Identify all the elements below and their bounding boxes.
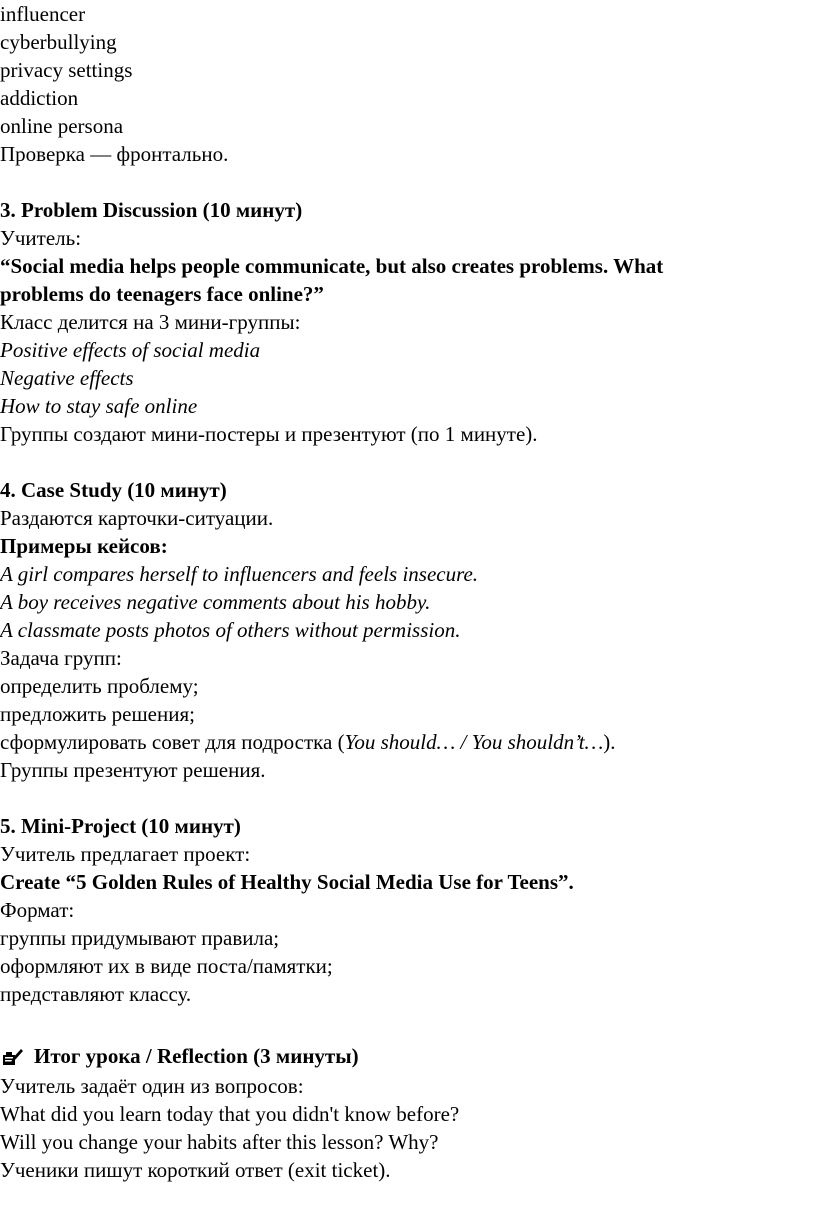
- discussion-question-line: problems do teenagers face online?”: [0, 282, 324, 306]
- format-label: Формат:: [0, 898, 75, 922]
- teacher-label: Учитель:: [0, 226, 82, 250]
- reflection-question: What did you learn today that you didn't know before?: [0, 1102, 460, 1126]
- discussion-question-line: “Social media helps people communicate, but also creates problems. What: [0, 254, 664, 278]
- task-item: определить проблему;: [0, 674, 199, 698]
- vocab-word: online persona: [0, 114, 124, 138]
- task-label: Задача групп:: [0, 646, 122, 670]
- vocab-word: cyberbullying: [0, 30, 117, 54]
- section5-heading: 5. Mini-Project (10 минут): [0, 814, 241, 838]
- group-topic: How to stay safe online: [0, 394, 198, 418]
- case-item: A classmate posts photos of others without permission.: [0, 618, 461, 642]
- project-title: Create “5 Golden Rules of Healthy Social Media Use for Teens”.: [0, 870, 574, 894]
- section4-heading: 4. Case Study (10 минут): [0, 478, 227, 502]
- reflection-intro: Учитель задаёт один из вопросов:: [0, 1074, 304, 1098]
- vocab-check-note: Проверка — фронтально.: [0, 142, 229, 166]
- format-step: группы придумывают правила;: [0, 926, 280, 950]
- vocab-word: influencer: [0, 2, 86, 26]
- section3-heading: 3. Problem Discussion (10 минут): [0, 198, 303, 222]
- advice-example: You should… / You shouldn’t…: [344, 730, 604, 754]
- task-item-advice: [0, 728, 616, 756]
- case-item: A boy receives negative comments about his hobby.: [0, 590, 431, 614]
- advice-prefix: сформулировать совет для подростка (: [0, 730, 345, 754]
- groups-intro: Класс делится на 3 мини-группы:: [0, 310, 301, 334]
- reflection-question: Will you change your habits after this lesson? Why?: [0, 1130, 439, 1154]
- case-item: A girl compares herself to influencers and feels insecure.: [0, 562, 479, 586]
- group-topic: Positive effects of social media: [0, 338, 261, 362]
- advice-suffix: ).: [603, 730, 616, 754]
- reflection-heading-line: [0, 1042, 359, 1070]
- task-item: предложить решения;: [0, 702, 195, 726]
- section4-outcome: Группы презентуют решения.: [0, 758, 266, 782]
- format-step: оформляют их в виде поста/памятки;: [0, 954, 333, 978]
- exit-ticket-note: Ученики пишут короткий ответ (exit ticket).: [0, 1158, 391, 1182]
- section3-outcome: Группы создают мини-постеры и презентуют (по 1 минуте).: [0, 422, 538, 446]
- writing-hand-icon: [2, 1045, 24, 1065]
- section4-intro: Раздаются карточки-ситуации.: [0, 506, 274, 530]
- group-topic: Negative effects: [0, 366, 134, 390]
- examples-label: Примеры кейсов:: [0, 534, 168, 558]
- reflection-heading: Итог урока / Reflection (3 минуты): [34, 1044, 359, 1068]
- vocab-word: addiction: [0, 86, 79, 110]
- vocab-word: privacy settings: [0, 58, 133, 82]
- section5-intro: Учитель предлагает проект:: [0, 842, 251, 866]
- format-step: представляют классу.: [0, 982, 192, 1006]
